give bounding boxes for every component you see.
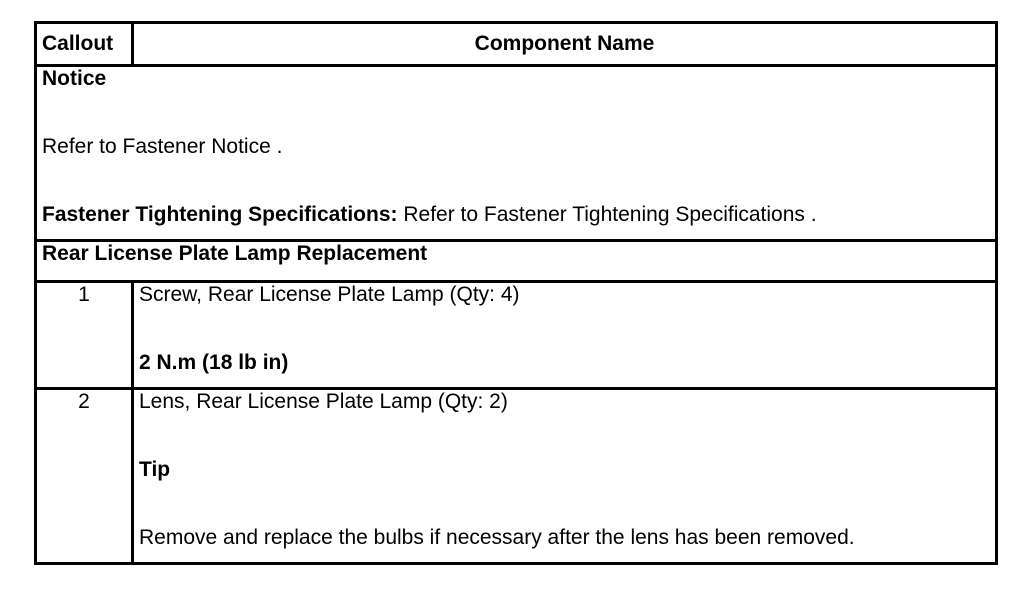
spacer (139, 307, 990, 351)
notice-cell (36, 66, 997, 241)
component-name: Lens, Rear License Plate Lamp (Qty: 2) (139, 390, 508, 413)
spacer (139, 414, 990, 458)
component-table (34, 21, 998, 565)
notice-title: Notice (42, 67, 107, 90)
fastener-spec-line (42, 203, 990, 227)
callout-number: 1 (36, 282, 133, 389)
component-cell (133, 389, 997, 564)
spacer (42, 91, 990, 135)
spacer (139, 482, 990, 526)
torque-spec: 2 N.m (18 lb in) (139, 351, 289, 374)
component-cell (133, 282, 997, 389)
callout-number: 2 (36, 389, 133, 564)
notice-text: Refer to Fastener Notice . (42, 135, 283, 158)
table-row (36, 282, 997, 389)
component-name-column-header: Component Name (133, 23, 997, 66)
tip-title: Tip (139, 458, 171, 481)
section-row (36, 241, 997, 282)
spacer (42, 159, 990, 203)
tip-text: Remove and replace the bulbs if necessary after the lens has been removed. (139, 526, 855, 549)
callout-column-header: Callout (36, 23, 133, 66)
notice-row (36, 66, 997, 241)
component-name: Screw, Rear License Plate Lamp (Qty: 4) (139, 283, 520, 306)
table-header-row (36, 23, 997, 66)
fastener-spec-text: Refer to Fastener Tightening Specifications . (397, 203, 817, 226)
section-title: Rear License Plate Lamp Replacement (36, 241, 997, 282)
table-row (36, 389, 997, 564)
fastener-spec-label: Fastener Tightening Specifications: (42, 203, 398, 226)
